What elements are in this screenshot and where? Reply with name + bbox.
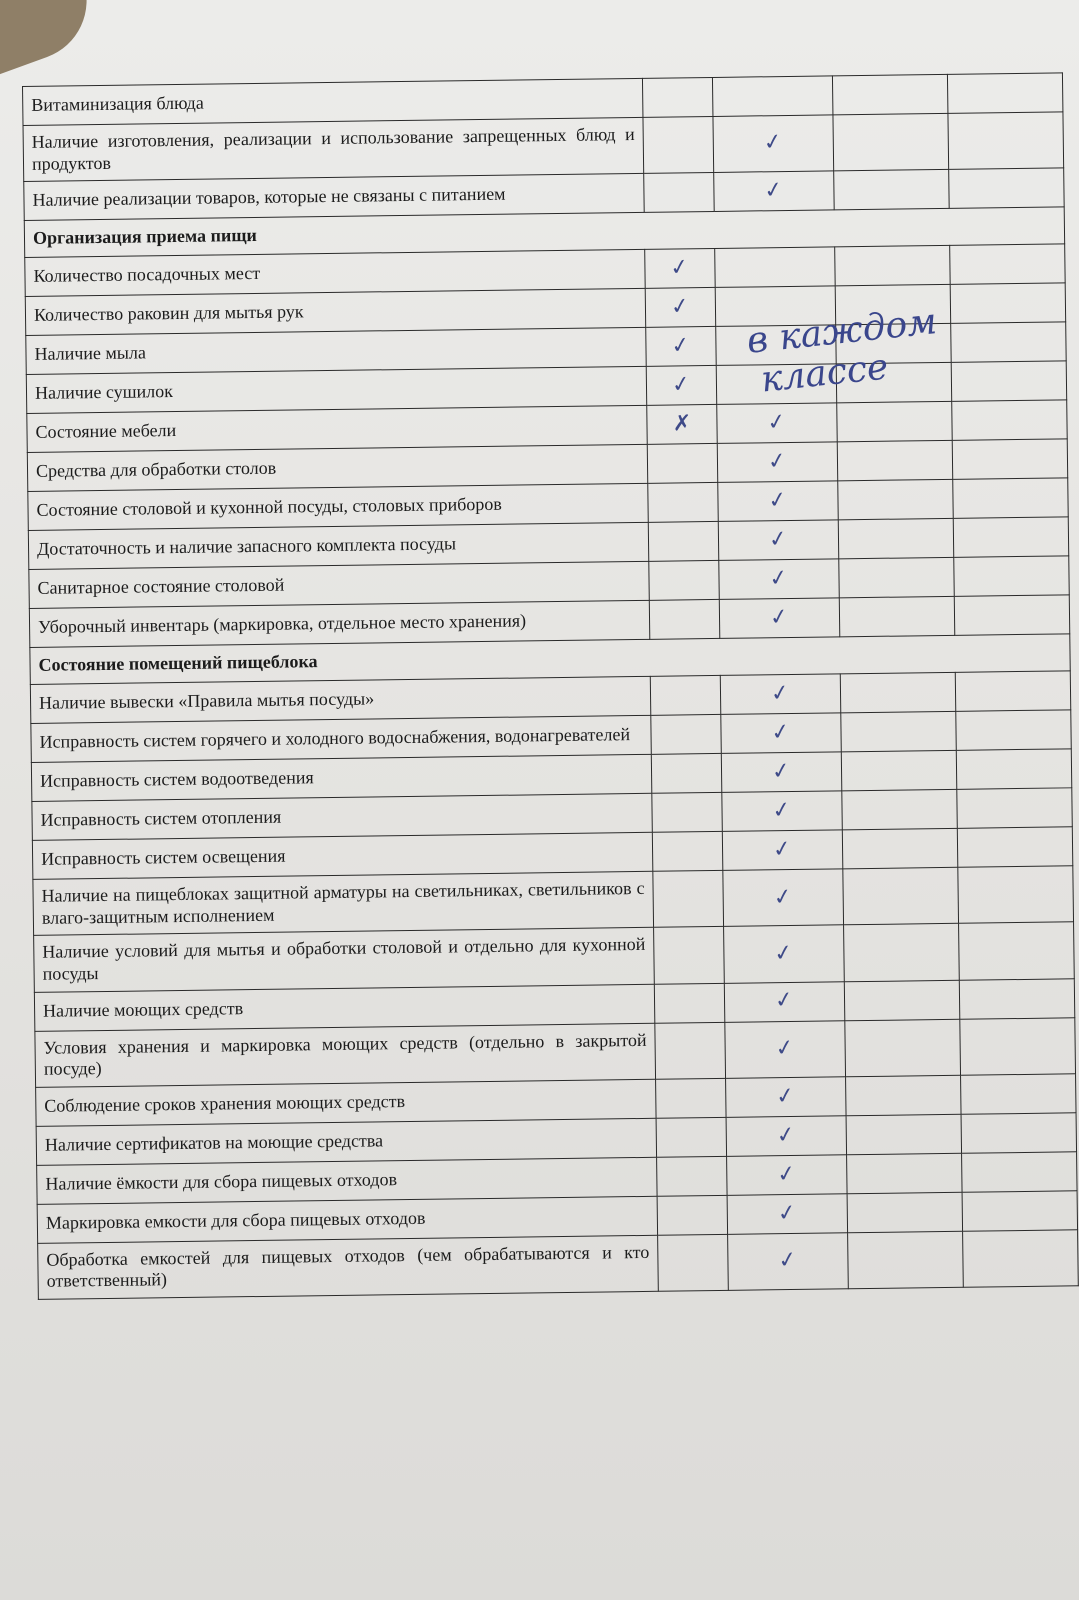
check-mark: ✓: [767, 564, 790, 593]
mark-cell-4: [948, 112, 1064, 170]
mark-cell-4: [956, 749, 1072, 790]
mark-cell-1: [647, 444, 718, 484]
mark-cell-3: [837, 441, 953, 482]
mark-cell-2: [712, 76, 833, 117]
checklist-item-label: Наличие сушилок: [26, 367, 646, 414]
checklist-item-label: Витаминизация блюда: [23, 78, 643, 125]
checklist-item-label: Состояние мебели: [27, 406, 647, 453]
mark-cell-1: [651, 715, 722, 755]
mark-cell-1: [643, 116, 714, 173]
checklist-item-label: Количество посадочных мест: [25, 250, 645, 297]
check-mark: ✓: [774, 1082, 797, 1110]
checklist-item-label: Обработка емкостей для пищевых отходов (чем обрабатываются и кто ответственный): [38, 1235, 659, 1299]
mark-cell-4: [953, 517, 1069, 558]
mark-cell-4: [955, 671, 1071, 712]
checklist-item-label: Состояние столовой и кухонной посуды, столовых приборов: [28, 484, 648, 531]
mark-cell-4: [962, 1152, 1078, 1193]
mark-cell-2: [727, 1155, 848, 1196]
mark-cell-4: [949, 168, 1065, 209]
mark-cell-4: [951, 322, 1067, 363]
mark-cell-4: [961, 1074, 1077, 1115]
check-mark: ✓: [771, 835, 794, 864]
checklist-item-label: Исправность систем водоотведения: [31, 755, 651, 802]
mark-cell-2: [724, 981, 845, 1022]
mark-cell-1: [656, 1117, 727, 1157]
mark-cell-1: [652, 793, 723, 833]
handwritten-line-1: в каждом: [744, 301, 939, 362]
mark-cell-2: [718, 481, 839, 522]
checklist-item-label: Маркировка емкости для сбора пищевых отходов: [37, 1196, 657, 1243]
check-mark: ✓: [775, 1121, 798, 1149]
checklist-item-label: Исправность систем освещения: [32, 833, 652, 880]
mark-cell-1: [645, 288, 716, 328]
mark-cell-2: [725, 1020, 846, 1078]
checklist-item-label: Исправность систем горячего и холодного водоснабжения, водонагревателей: [31, 716, 651, 763]
checklist-item-label: Наличие мыла: [26, 328, 646, 375]
checklist-item-label: Исправность систем отопления: [32, 794, 652, 841]
mark-cell-4: [954, 595, 1070, 636]
mark-cell-2: [717, 403, 838, 444]
mark-cell-1: [646, 327, 717, 367]
checklist-item-label: Санитарное состояние столовой: [29, 562, 649, 609]
mark-cell-2: [714, 171, 835, 212]
check-mark: ✓: [762, 176, 785, 205]
mark-cell-2: [717, 442, 838, 483]
mark-cell-2: [718, 520, 839, 561]
mark-cell-3: [841, 751, 957, 792]
mark-cell-2: [723, 869, 844, 927]
mark-cell-4: [950, 283, 1066, 324]
mark-cell-3: [845, 1019, 961, 1077]
mark-cell-4: [957, 827, 1073, 868]
mark-cell-2: [721, 713, 842, 754]
mark-cell-3: [835, 246, 951, 287]
mark-cell-2: [727, 1194, 848, 1235]
mark-cell-2: [721, 752, 842, 793]
checklist-item-label: Наличие сертификатов на моющие средства: [36, 1118, 656, 1165]
check-mark: ✓: [775, 1160, 798, 1188]
mark-cell-3: [842, 829, 958, 870]
check-mark: ✓: [769, 718, 792, 747]
check-mark: ✓: [670, 371, 693, 399]
handwritten-line-2: классе: [758, 346, 891, 401]
check-mark: ✓: [669, 332, 692, 360]
mark-cell-4: [958, 866, 1074, 924]
check-mark: ✓: [669, 293, 692, 321]
checklist-item-label: Средства для обработки столов: [27, 445, 647, 492]
mark-cell-1: [644, 173, 715, 213]
mark-cell-4: [959, 978, 1075, 1019]
mark-cell-4: [962, 1191, 1078, 1232]
mark-cell-1: [657, 1156, 728, 1196]
mark-cell-3: [841, 712, 957, 753]
mark-cell-4: [952, 400, 1068, 441]
mark-cell-1: [649, 561, 720, 601]
mark-cell-2: [728, 1233, 849, 1291]
mark-cell-1: [658, 1234, 729, 1291]
mark-cell-3: [842, 790, 958, 831]
mark-cell-1: [648, 522, 719, 562]
mark-cell-1: [651, 754, 722, 794]
mark-cell-3: [833, 113, 949, 171]
mark-cell-2: [719, 559, 840, 600]
mark-cell-3: [834, 170, 950, 211]
section-title: Организация приема пищи: [24, 207, 1064, 258]
mark-cell-1: [652, 832, 723, 872]
mark-cell-3: [838, 480, 954, 521]
mark-cell-3: [846, 1114, 962, 1155]
mark-cell-1: [654, 927, 725, 984]
mark-cell-1: [650, 676, 721, 716]
mark-cell-2: [722, 791, 843, 832]
mark-cell-4: [954, 556, 1070, 597]
mark-cell-4: [947, 73, 1063, 114]
mark-cell-1: [649, 600, 720, 640]
check-mark: ✓: [776, 1199, 799, 1227]
checklist-item-label: Наличие вывески «Правила мытья посуды»: [30, 677, 650, 724]
check-mark: ✓: [770, 796, 793, 825]
mark-cell-3: [846, 1075, 962, 1116]
mark-cell-4: [952, 439, 1068, 480]
mark-cell-3: [844, 924, 960, 982]
mark-cell-1: [657, 1195, 728, 1235]
mark-cell-2: [726, 1116, 847, 1157]
mark-cell-3: [848, 1231, 964, 1289]
check-mark: ✓: [765, 408, 788, 437]
mark-cell-2: [715, 247, 836, 288]
mark-cell-3: [839, 597, 955, 638]
mark-cell-2: [724, 925, 845, 983]
mark-cell-1: [642, 77, 713, 117]
mark-cell-1: [656, 1078, 727, 1118]
cross-mark: ✗: [672, 411, 692, 437]
mark-cell-3: [837, 402, 953, 443]
check-mark: ✓: [668, 254, 691, 282]
mark-cell-1: [645, 249, 716, 289]
mark-cell-4: [959, 922, 1075, 980]
checklist-item-label: Соблюдение сроков хранения моющих средств: [36, 1079, 656, 1126]
mark-cell-3: [838, 519, 954, 560]
checklist-item-label: Количество раковин для мытья рук: [25, 289, 645, 336]
check-mark: ✓: [774, 1034, 797, 1063]
mark-cell-2: [720, 674, 841, 715]
mark-cell-2: [719, 598, 840, 639]
mark-cell-3: [847, 1153, 963, 1194]
check-mark: ✓: [767, 525, 790, 554]
checklist-table: [22, 72, 1079, 1299]
check-mark: ✓: [766, 486, 789, 515]
check-mark: ✓: [766, 447, 789, 476]
check-mark: ✓: [762, 129, 785, 157]
checklist-item-label: Условия хранения и маркировка моющих средств (отдельно в закрытой посуде): [35, 1023, 656, 1087]
mark-cell-4: [953, 478, 1069, 519]
checklist-item-label: Достаточность и наличие запасного комплекта посуды: [28, 523, 648, 570]
mark-cell-4: [950, 244, 1066, 285]
check-mark: ✓: [768, 603, 791, 632]
checklist-item-label: Наличие на пищеблоках защитной арматуры на светильниках, светильников с влаго-защитным исполнением: [33, 871, 654, 935]
check-mark: ✓: [773, 987, 796, 1015]
check-mark: ✓: [776, 1246, 799, 1275]
mark-cell-3: [840, 673, 956, 714]
checklist-item-label: Наличие ёмкости для сбора пищевых отходов: [37, 1157, 657, 1204]
mark-cell-3: [839, 558, 955, 599]
mark-cell-2: [726, 1077, 847, 1118]
mark-cell-4: [963, 1230, 1079, 1288]
checklist-item-label: Наличие изготовления, реализации и использование запрещенных блюд и продуктов: [23, 117, 644, 181]
background-corner: [0, 0, 103, 78]
checklist-item-label: Наличие условий для мытья и обработки столовой и отдельно для кухонной посуды: [34, 928, 655, 992]
mark-cell-4: [951, 361, 1067, 402]
mark-cell-2: [722, 830, 843, 871]
mark-cell-1: [647, 405, 718, 445]
check-mark: ✓: [769, 679, 792, 708]
check-mark: ✓: [772, 883, 795, 911]
mark-cell-1: [654, 983, 725, 1023]
mark-cell-1: [648, 483, 719, 523]
checklist-item-label: Уборочный инвентарь (маркировка, отдельное место хранения): [29, 601, 649, 648]
mark-cell-3: [843, 868, 959, 926]
mark-cell-4: [960, 1017, 1076, 1075]
check-mark: ✓: [770, 757, 793, 786]
check-mark: ✓: [772, 939, 795, 968]
checklist-item-label: Наличие моющих средств: [34, 984, 654, 1031]
mark-cell-3: [847, 1192, 963, 1233]
checklist-item-label: Наличие реализации товаров, которые не связаны с питанием: [24, 174, 644, 221]
mark-cell-4: [956, 710, 1072, 751]
mark-cell-1: [655, 1022, 726, 1079]
mark-cell-1: [653, 871, 724, 928]
mark-cell-2: [713, 115, 834, 173]
mark-cell-4: [961, 1113, 1077, 1154]
mark-cell-3: [832, 74, 948, 115]
mark-cell-1: [646, 366, 717, 406]
mark-cell-4: [957, 788, 1073, 829]
section-title: Состояние помещений пищеблока: [30, 634, 1070, 685]
mark-cell-3: [844, 980, 960, 1021]
